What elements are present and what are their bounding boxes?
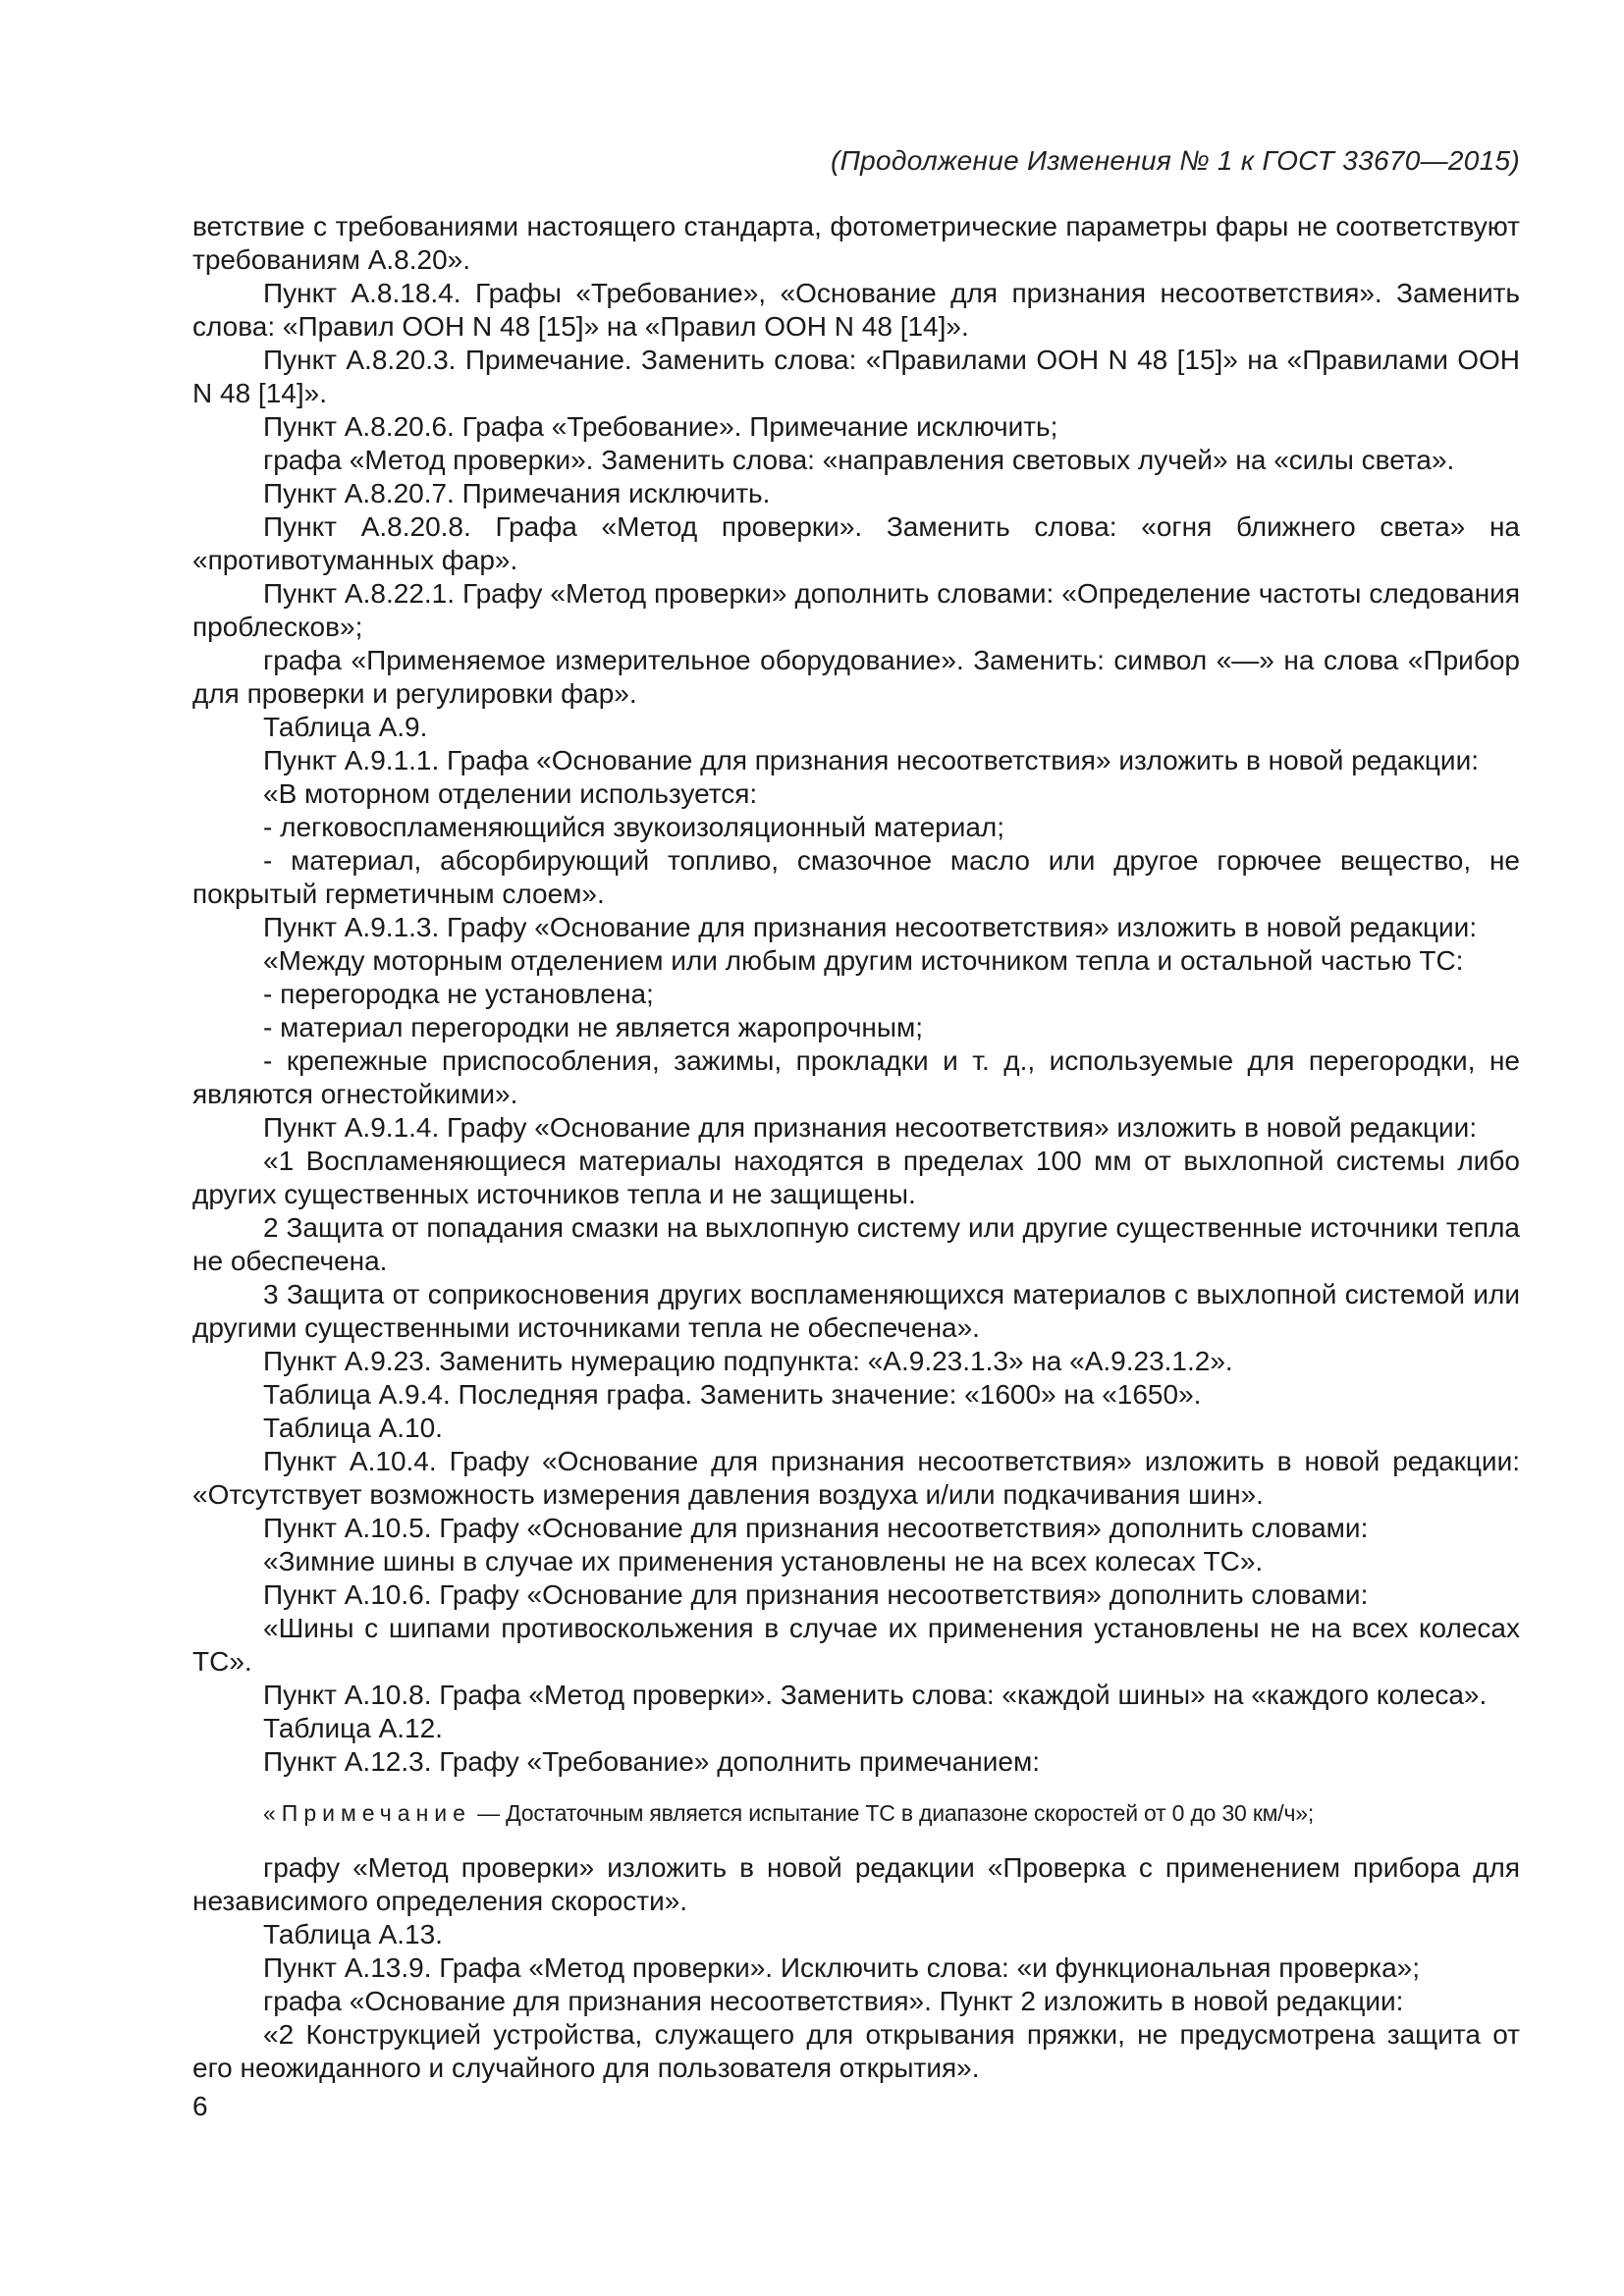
paragraph: Пункт А.10.8. Графа «Метод проверки». Заменить слова: «каждой шины» на «каждого колеса». — [263, 1680, 1488, 1710]
paragraph: Пункт А.9.1.3. Графу «Основание для признания несоответствия» изложить в новой редакции: — [263, 912, 1478, 942]
paragraph: «Между моторным отделением или любым другим источником тепла и остальной частью ТС: — [263, 945, 1464, 976]
paragraph: Пункт А.10.4. Графу «Основание для признания несоответствия» изложить в новой редакции: «Отсутствует возможность измерения давления воздуха и/или подкачивания шин». — [192, 1446, 1520, 1510]
paragraph: Пункт А.9.1.1. Графа «Основание для признания несоответствия» изложить в новой редакции: — [263, 745, 1479, 775]
paragraph: - материал перегородки не является жаропрочным; — [263, 1012, 924, 1042]
document-body — [192, 210, 1520, 2085]
paragraph: Пункт А.13.9. Графа «Метод проверки». Исключить слова: «и функциональная проверка»; — [263, 1952, 1421, 1983]
paragraph: Пункт А.8.20.3. Примечание. Заменить слова: «Правилами ООН N 48 [15]» на «Правилами ООН N 48 [14]». — [192, 345, 1520, 408]
paragraph: «Зимние шины в случае их применения установлены не на всех колесах ТС». — [263, 1546, 1264, 1576]
paragraph: 3 Защита от соприкосновения других воспламеняющихся материалов с выхлопной системой или другими существенными источниками тепла не обеспечена». — [192, 1279, 1520, 1343]
paragraph: «Шины с шипами противоскольжения в случае их применения установлены не на всех колесах ТС». — [192, 1613, 1520, 1677]
paragraph: «В моторном отделении используется: — [263, 778, 758, 809]
paragraph: Пункт А.12.3. Графу «Требование» дополнить примечанием: — [263, 1746, 1040, 1777]
paragraph: Таблица А.9.4. Последняя графа. Заменить значение: «1600» на «1650». — [263, 1379, 1202, 1410]
paragraph: Пункт А.8.20.7. Примечания исключить. — [263, 478, 771, 508]
note-text: — Достаточным является испытание ТС в диапазоне скоростей от 0 до 30 км/ч»; — [470, 1800, 1315, 1826]
paragraph: - перегородка не установлена; — [263, 979, 654, 1009]
paragraph: Пункт А.10.6. Графу «Основание для признания несоответствия» дополнить словами: — [263, 1579, 1369, 1610]
paragraph: Пункт А.9.1.4. Графу «Основание для признания несоответствия» изложить в новой редакции: — [263, 1112, 1478, 1143]
paragraph: Таблица А.12. — [263, 1713, 443, 1743]
paragraph: Таблица А.13. — [263, 1919, 443, 1949]
note-paragraph — [192, 1796, 1520, 1830]
note-label: Примечание — [281, 1800, 471, 1826]
paragraph: Пункт А.8.20.6. Графа «Требование». Примечание исключить; — [263, 411, 1058, 442]
paragraph: ветствие с требованиями настоящего стандарта, фотометрические параметры фары не соответствуют требованиям А.8.20». — [192, 211, 1520, 275]
paragraph: Таблица А.10. — [263, 1413, 443, 1443]
paragraph: - материал, абсорбирующий топливо, смазочное масло или другое горючее вещество, не покрытый герметичным слоем». — [192, 845, 1520, 909]
paragraph: графу «Метод проверки» изложить в новой редакции «Проверка с применением прибора для независимого определения скорости». — [192, 1852, 1520, 1916]
paragraph: - легковоспламеняющийся звукоизоляционный материал; — [263, 812, 1005, 842]
paragraphs-after-note — [192, 1851, 1520, 2085]
paragraph: графа «Основание для признания несоответствия». Пункт 2 изложить в новой редакции: — [263, 1986, 1404, 2016]
page-number: 6 — [192, 2091, 208, 2121]
paragraph: Пункт А.8.20.8. Графа «Метод проверки». Заменить слова: «огня ближнего света» на «противотуманных фар». — [192, 511, 1520, 575]
paragraph: - крепежные приспособления, зажимы, прокладки и т. д., используемые для перегородки, не являются огнестойкими». — [192, 1045, 1520, 1109]
paragraph: «1 Воспламеняющиеся материалы находятся в пределах 100 мм от выхлопной системы либо других существенных источников тепла и не защищены. — [192, 1146, 1520, 1209]
paragraph: Пункт А.8.18.4. Графы «Требование», «Основание для признания несоответствия». Заменить слова: «Правил ООН N 48 [15]» на «Правил ООН N 48 [14]». — [192, 278, 1520, 342]
paragraph: Пункт А.9.23. Заменить нумерацию подпункта: «А.9.23.1.3» на «А.9.23.1.2». — [263, 1346, 1233, 1376]
paragraph: 2 Защита от попадания смазки на выхлопную систему или другие существенные источники тепла не обеспечена. — [192, 1212, 1520, 1276]
paragraph: Таблица А.9. — [263, 712, 428, 742]
note-open-quote: « — [263, 1800, 276, 1826]
paragraph: Пункт А.10.5. Графу «Основание для признания несоответствия» дополнить словами: — [263, 1513, 1369, 1543]
paragraphs-before-note — [192, 210, 1520, 1779]
paragraph: «2 Конструкцией устройства, служащего для открывания пряжки, не предусмотрена защита от его неожиданного и случайного для пользователя открытия». — [192, 2019, 1520, 2083]
running-header: (Продолжение Изменения № 1 к ГОСТ 33670—2015) — [830, 145, 1520, 176]
paragraph: Пункт А.8.22.1. Графу «Метод проверки» дополнить словами: «Определение частоты следования проблесков»; — [192, 578, 1520, 642]
paragraph: графа «Метод проверки». Заменить слова: «направления световых лучей» на «силы света». — [263, 445, 1455, 475]
paragraph: графа «Применяемое измерительное оборудование». Заменить: символ «—» на слова «Прибор для проверки и регулировки фар». — [192, 645, 1520, 709]
